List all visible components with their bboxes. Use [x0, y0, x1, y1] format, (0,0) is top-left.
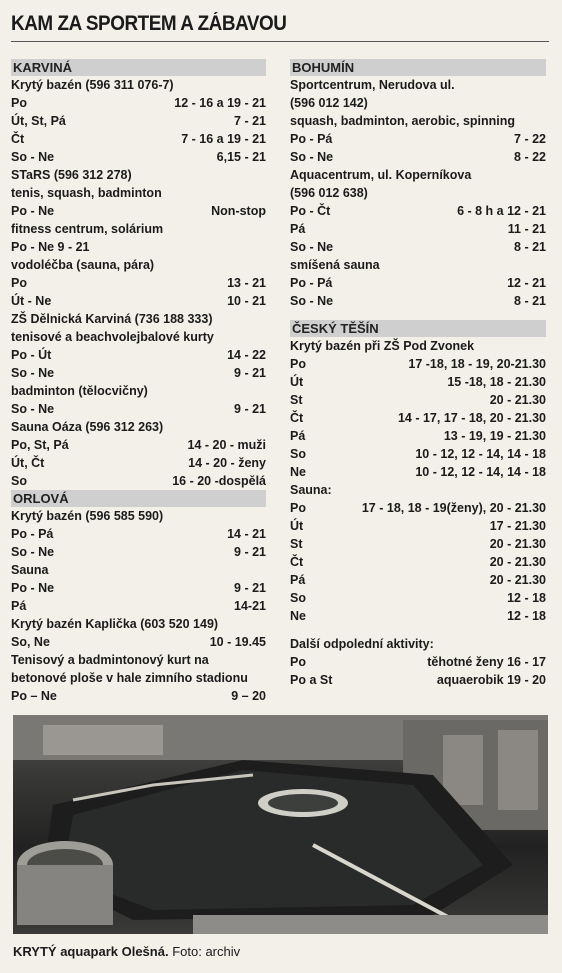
- schedule-row: [290, 517, 546, 535]
- schedule-days: So: [290, 591, 306, 605]
- schedule-row: [11, 364, 266, 382]
- section-heading: BOHUMÍN: [290, 59, 546, 76]
- left-column: [11, 59, 266, 705]
- schedule-days: Pá: [290, 573, 306, 587]
- venue-line: vodoléčba (sauna, pára): [11, 258, 155, 272]
- schedule-row: [290, 607, 546, 625]
- schedule-days: St: [290, 537, 303, 551]
- schedule-row: [11, 633, 266, 651]
- caption-title: KRYTÝ aquapark Olešná.: [13, 944, 169, 959]
- schedule-days: So, Ne: [11, 635, 50, 649]
- schedule-hours: 17 - 21.30: [489, 519, 546, 533]
- schedule-row: [290, 571, 546, 589]
- title-divider: [11, 41, 549, 42]
- schedule-row: [290, 202, 546, 220]
- venue-line: Sauna: [11, 563, 49, 577]
- venue-line: Sauna:: [290, 483, 332, 497]
- venue-line: STaRS (596 312 278): [11, 168, 132, 182]
- spacer: [290, 310, 546, 320]
- aquapark-photo: [13, 715, 548, 934]
- venue-line: Krytý bazén (596 311 076-7): [11, 78, 174, 92]
- schedule-row: [290, 220, 546, 238]
- schedule-hours: 15 -18, 18 - 21.30: [447, 375, 546, 389]
- venue-line: squash, badminton, aerobic, spinning: [290, 114, 516, 128]
- schedule-days: Po: [290, 655, 306, 669]
- schedule-hours: 14 - 20 - ženy: [188, 456, 266, 470]
- venue-line: (596 012 638): [290, 186, 368, 200]
- schedule-days: Po - Pá: [290, 276, 333, 290]
- schedule-days: So - Ne: [11, 150, 55, 164]
- schedule-days: Po: [11, 96, 27, 110]
- aquapark-illustration: [13, 715, 548, 934]
- section-heading: KARVINÁ: [11, 59, 266, 76]
- schedule-row: [290, 409, 546, 427]
- schedule-hours: 12 - 18: [507, 609, 546, 623]
- schedule-row: [290, 373, 546, 391]
- schedule-row: [11, 454, 266, 472]
- venue-line: Krytý bazén při ZŠ Pod Zvonek: [290, 339, 475, 353]
- schedule-days: Po: [290, 357, 306, 371]
- schedule-hours: 14 - 20 - muži: [187, 438, 266, 452]
- schedule-row: [11, 148, 266, 166]
- schedule-days: Čt: [11, 132, 25, 146]
- schedule-days: Út, Čt: [11, 456, 45, 470]
- schedule-days: Pá: [290, 222, 306, 236]
- schedule-hours: 9 - 21: [234, 402, 266, 416]
- venue-line: Aquacentrum, ul. Koperníkova: [290, 168, 472, 182]
- schedule-hours: 10 - 12, 12 - 14, 14 - 18: [415, 447, 546, 461]
- schedule-row: [11, 130, 266, 148]
- schedule-hours: 14 - 22: [227, 348, 266, 362]
- schedule-row: [11, 274, 266, 292]
- schedule-days: Po, St, Pá: [11, 438, 69, 452]
- schedule-row: [290, 355, 546, 373]
- schedule-hours: 9 – 20: [231, 689, 266, 703]
- schedule-row: [11, 597, 266, 615]
- schedule-days: Ne: [290, 609, 306, 623]
- venue-line: Krytý bazén (596 585 590): [11, 509, 164, 523]
- schedule-row: [290, 445, 546, 463]
- schedule-days: Po - Ne: [11, 581, 55, 595]
- schedule-hours: těhotné ženy 16 - 17: [427, 655, 546, 669]
- schedule-days: So - Ne: [11, 545, 55, 559]
- schedule-days: Čt: [290, 555, 304, 569]
- schedule-hours: 11 - 21: [507, 222, 546, 236]
- schedule-hours: 14 - 17, 17 - 18, 20 - 21.30: [397, 411, 546, 425]
- schedule-days: Po a St: [290, 673, 333, 687]
- schedule-row: [290, 238, 546, 256]
- venue-line: badminton (tělocvičny): [11, 384, 148, 398]
- schedule-days: So - Ne: [11, 366, 55, 380]
- schedule-row: [11, 687, 266, 705]
- right-column: [290, 59, 546, 689]
- schedule-hours: 17 - 18, 18 - 19(ženy), 20 - 21.30: [361, 501, 546, 515]
- schedule-row: [11, 94, 266, 112]
- schedule-days: Út: [290, 519, 304, 533]
- schedule-hours: 9 - 21: [234, 366, 266, 380]
- spacer: [290, 625, 546, 635]
- schedule-days: Út - Ne: [11, 294, 52, 308]
- schedule-row: [290, 499, 546, 517]
- schedule-hours: 7 - 22: [514, 132, 546, 146]
- schedule-hours: 7 - 16 a 19 - 21: [181, 132, 266, 146]
- venue-text: ZŠ Dělnická Karviná (736 188 333) tenisové a beachvolejbalové kurty: [11, 312, 214, 344]
- schedule-hours: 20 - 21.30: [489, 573, 546, 587]
- schedule-row: [11, 400, 266, 418]
- schedule-hours: 14-21: [234, 599, 266, 613]
- schedule-days: Čt: [290, 411, 304, 425]
- schedule-row: [11, 472, 266, 490]
- schedule-hours: 13 - 19, 19 - 21.30: [443, 429, 546, 443]
- schedule-days: Ne: [290, 465, 306, 479]
- schedule-days: So: [11, 474, 27, 488]
- schedule-hours: 10 - 12, 12 - 14, 14 - 18: [415, 465, 546, 479]
- section-heading: ORLOVÁ: [11, 490, 266, 507]
- venue-line: (596 012 142): [290, 96, 368, 110]
- schedule-hours: 20 - 21.30: [489, 555, 546, 569]
- schedule-row: [11, 579, 266, 597]
- schedule-row: [290, 148, 546, 166]
- schedule-hours: 12 - 18: [507, 591, 546, 605]
- page-title: KAM ZA SPORTEM A ZÁBAVOU: [11, 12, 287, 35]
- schedule-hours: 12 - 21: [507, 276, 546, 290]
- schedule-days: Út: [290, 375, 304, 389]
- schedule-row: [290, 553, 546, 571]
- venue-line: Sportcentrum, Nerudova ul.: [290, 78, 455, 92]
- schedule-days: Po - Út: [11, 348, 52, 362]
- schedule-row: [290, 671, 546, 689]
- venue-line: Sauna Oáza (596 312 263): [11, 420, 164, 434]
- venue-text: Tenisový a badmintonový kurt na betonové ploše v hale zimního stadionu: [11, 653, 248, 685]
- schedule-row: [290, 653, 546, 671]
- venue-line: tenis, squash, badminton: [11, 186, 162, 200]
- schedule-row: [290, 463, 546, 481]
- schedule-days: Po - Pá: [11, 527, 54, 541]
- schedule-hours: 20 - 21.30: [489, 393, 546, 407]
- schedule-row: [11, 543, 266, 561]
- schedule-row: [290, 427, 546, 445]
- venue-line: Další odpolední aktivity:: [290, 637, 434, 651]
- venue-line: fitness centrum, solárium: [11, 222, 164, 236]
- schedule-hours: 13 - 21: [227, 276, 266, 290]
- schedule-days: Pá: [290, 429, 306, 443]
- schedule-row: [11, 346, 266, 364]
- schedule-row: [290, 274, 546, 292]
- schedule-days: Po - Pá: [290, 132, 333, 146]
- schedule-row: [290, 391, 546, 409]
- schedule-row: [290, 589, 546, 607]
- schedule-hours: 8 - 21: [514, 240, 546, 254]
- schedule-hours: 7 - 21: [234, 114, 266, 128]
- schedule-days: So: [290, 447, 306, 461]
- schedule-hours: Non-stop: [211, 204, 266, 218]
- schedule-row: [11, 525, 266, 543]
- schedule-days: Út, St, Pá: [11, 114, 66, 128]
- schedule-hours: aquaerobik 19 - 20: [436, 673, 546, 687]
- schedule-hours: 17 -18, 18 - 19, 20-21.30: [408, 357, 546, 371]
- schedule-days: So - Ne: [290, 240, 334, 254]
- schedule-hours: 14 - 21: [227, 527, 266, 541]
- schedule-days: Po: [290, 501, 306, 515]
- schedule-row: [11, 436, 266, 454]
- venue-line: smíšená sauna: [290, 258, 380, 272]
- schedule-days: Po - Čt: [290, 204, 331, 218]
- schedule-row: [290, 535, 546, 553]
- schedule-row: [11, 292, 266, 310]
- schedule-row: [11, 202, 266, 220]
- schedule-hours: 20 - 21.30: [489, 537, 546, 551]
- schedule-row: [290, 292, 546, 310]
- schedule-hours: 9 - 21: [234, 581, 266, 595]
- schedule-days: Pá: [11, 599, 27, 613]
- schedule-hours: 16 - 20 -dospělá: [172, 474, 266, 488]
- caption-credit: Foto: archiv: [172, 944, 241, 959]
- schedule-days: Po: [11, 276, 27, 290]
- venue-line: Po - Ne 9 - 21: [11, 240, 90, 254]
- schedule-row: [290, 130, 546, 148]
- schedule-days: So - Ne: [290, 150, 334, 164]
- schedule-hours: 9 - 21: [234, 545, 266, 559]
- schedule-hours: 6,15 - 21: [216, 150, 266, 164]
- schedule-days: St: [290, 393, 303, 407]
- schedule-hours: 6 - 8 h a 12 - 21: [457, 204, 546, 218]
- schedule-hours: 10 - 19.45: [209, 635, 266, 649]
- schedule-hours: 8 - 22: [514, 150, 546, 164]
- photo-caption: [13, 944, 240, 959]
- schedule-row: [11, 112, 266, 130]
- venue-line: Krytý bazén Kaplička (603 520 149): [11, 617, 219, 631]
- schedule-days: Po – Ne: [11, 689, 57, 703]
- schedule-hours: 10 - 21: [227, 294, 266, 308]
- schedule-days: So - Ne: [290, 294, 334, 308]
- schedule-days: So - Ne: [11, 402, 55, 416]
- schedule-hours: 8 - 21: [514, 294, 546, 308]
- schedule-days: Po - Ne: [11, 204, 55, 218]
- section-heading: ČESKÝ TĚŠÍN: [290, 320, 546, 337]
- schedule-hours: 12 - 16 a 19 - 21: [174, 96, 266, 110]
